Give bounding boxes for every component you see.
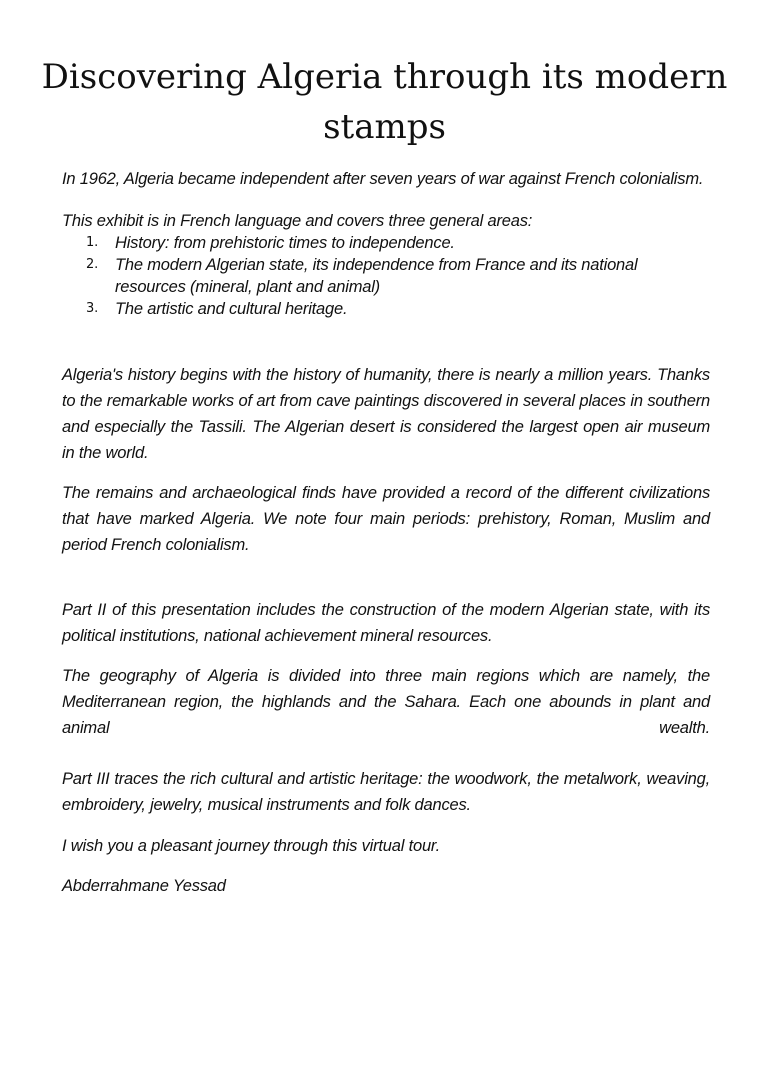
list-item-text: History: from prehistoric times to independence. [115,234,455,252]
geography-paragraph: The geography of Algeria is divided into three main regions which are namely, the Mediterranean region, the highlands and the Sahara. Each one abounds in plant and animal wealth. [62,667,710,737]
list-item [62,232,710,254]
part2-paragraph: Part II of this presentation includes the construction of the modern Algerian state, with its political institutions, national achievement mineral resources. [62,601,710,645]
intro-paragraph: In 1962, Algeria became independent after seven years of war against French colonialism. [62,170,704,188]
page-title: Discovering Algeria through its modern stamps [41,57,728,147]
list-number: 2. [86,257,99,272]
areas-list [62,232,710,320]
closing-line: I wish you a pleasant journey through this virtual tour. [62,837,440,855]
list-item-text: The artistic and cultural heritage. [115,300,348,318]
signature: Abderrahmane Yessad [62,877,226,895]
exhibit-intro: This exhibit is in French language and covers three general areas: [62,212,533,230]
list-number: 3. [86,301,99,316]
list-item [62,254,710,298]
part3-paragraph: Part III traces the rich cultural and artistic heritage: the woodwork, the metalwork, weaving, embroidery, jewelry, musical instruments and folk dances. [62,770,710,814]
list-item [62,298,710,320]
list-item-text: The modern Algerian state, its independence from France and its national resources (mineral, plant and animal) [115,256,638,296]
history-paragraph: Algeria's history begins with the history of humanity, there is nearly a million years. Thanks to the remarkable works of art from cave paintings discovered in several places in southern and especially the Tassili. The Algerian desert is considered the largest open air museum in the world. [62,366,710,462]
remains-paragraph: The remains and archaeological finds have provided a record of the different civilizations that have marked Algeria. We note four main periods: prehistory, Roman, Muslim and period French colonialism. [62,484,710,554]
list-number: 1. [86,235,99,250]
